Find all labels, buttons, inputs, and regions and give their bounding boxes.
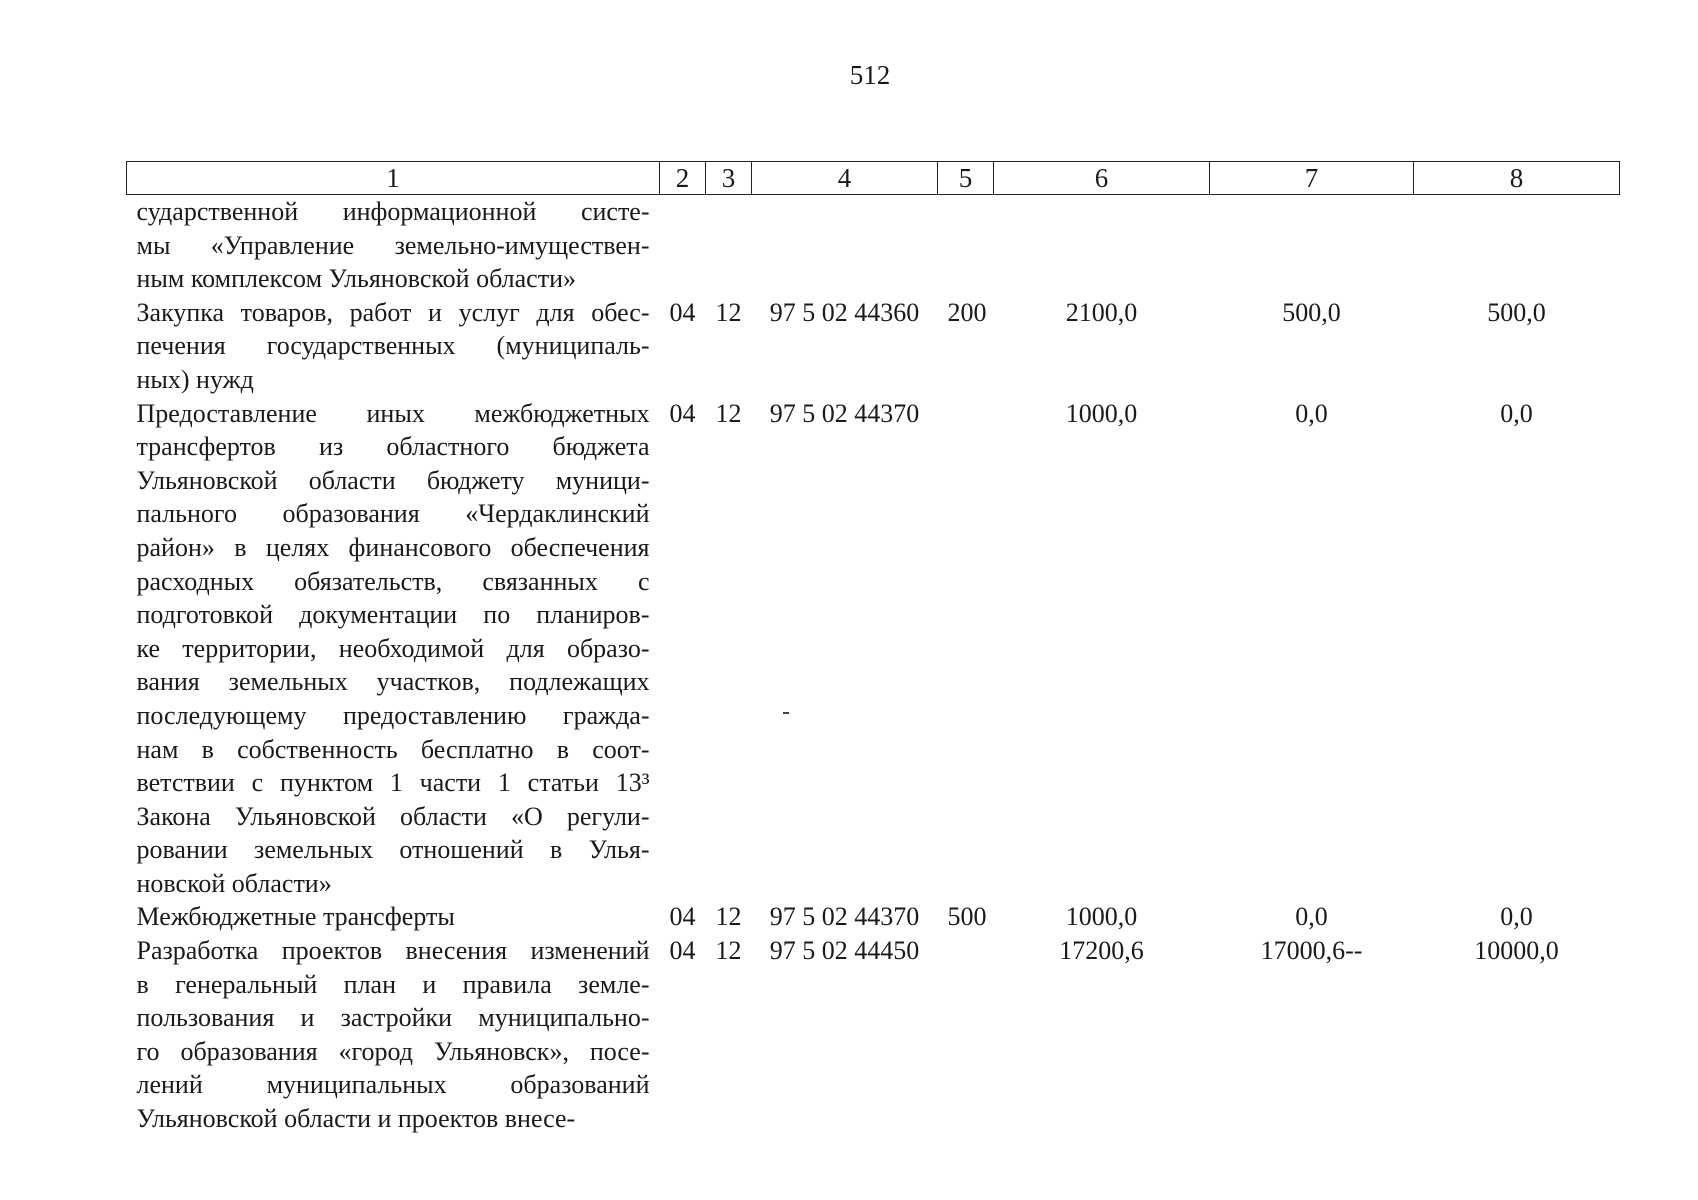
subsection-code: 12 — [715, 936, 742, 966]
description-line: подготовкой документации по планиров- — [136, 600, 650, 630]
target-article-code: 97 5 02 44450 — [769, 936, 920, 966]
description-line: ветствии с пунктом 1 части 1 статьи 13³ — [136, 768, 650, 798]
target-article-code: 97 5 02 44370 — [769, 398, 920, 428]
section-code: 04 — [669, 297, 696, 327]
column-header: 3 — [706, 162, 752, 195]
table-row — [127, 296, 1620, 397]
amount-col-8 — [1414, 195, 1620, 296]
description-line: Закупка товаров, работ и услуг для обес- — [136, 297, 650, 327]
amount-col-8: 0,0 — [1500, 902, 1533, 932]
description-line: Предоставление иных межбюджетных — [136, 398, 650, 428]
description-line: мы «Управление земельно-имуществен- — [136, 230, 650, 260]
subsection-code: 12 — [715, 902, 742, 932]
description-line: последующему предоставлению гражда- — [136, 700, 650, 730]
column-number-header — [127, 162, 1620, 195]
column-header: 2 — [660, 162, 706, 195]
target-article-code: 97 5 02 44370 — [769, 902, 920, 932]
amount-col-6: 1000,0 — [1065, 398, 1138, 428]
column-header: 5 — [938, 162, 994, 195]
section-code: 04 — [669, 398, 696, 428]
description-line: нам в собственность бесплатно в соот- — [136, 734, 650, 764]
description-line: ке территории, необходимой для образо- — [136, 633, 650, 663]
column-header: 7 — [1210, 162, 1414, 195]
description-line: го образования «город Ульяновск», посе- — [136, 1036, 650, 1066]
description-line: пользования и застройки муниципально- — [136, 1003, 650, 1033]
row-description — [127, 195, 660, 296]
table-row — [127, 397, 1620, 901]
subsection-code: 12 — [715, 398, 742, 428]
subsection-code: 12 — [715, 297, 742, 327]
amount-col-6: 1000,0 — [1065, 902, 1138, 932]
row-description — [127, 296, 660, 397]
column-header: 1 — [127, 162, 660, 195]
amount-col-7: 500,0 — [1282, 297, 1341, 327]
row-description — [127, 397, 660, 901]
expense-type-code — [938, 397, 994, 901]
section-code — [660, 195, 706, 296]
amount-col-7: 0,0 — [1295, 902, 1328, 932]
amount-col-8: 0,0 — [1500, 398, 1533, 428]
description-line: район» в целях финансового обеспечения — [136, 532, 650, 562]
description-line: Межбюджетные трансферты — [136, 902, 455, 932]
column-header: 6 — [994, 162, 1210, 195]
subsection-code — [706, 195, 752, 296]
page-number: 512 — [849, 60, 891, 90]
description-line: ным комплексом Ульяновской области» — [136, 264, 576, 294]
table-row — [127, 900, 1620, 934]
row-description — [127, 934, 660, 1136]
description-line: лений муниципальных образований — [136, 1070, 650, 1100]
amount-col-7: 0,0 — [1295, 398, 1328, 428]
description-line: в генеральный план и правила земле- — [136, 969, 650, 999]
description-line: вания земельных участков, подлежащих — [136, 667, 650, 697]
description-line: новской области» — [136, 868, 332, 898]
description-line: печения государственных (муниципаль- — [136, 331, 650, 361]
amount-col-7 — [1210, 195, 1414, 296]
amount-col-7: 17000,6-- — [1260, 936, 1363, 966]
expense-type-code: 200 — [947, 297, 987, 327]
description-line: трансфертов из областного бюджета — [136, 432, 650, 462]
description-line: пального образования «Чердаклинский — [136, 499, 650, 529]
amount-col-6: 2100,0 — [1065, 297, 1138, 327]
table-row — [127, 195, 1620, 296]
section-code: 04 — [669, 936, 696, 966]
description-line: Ульяновской области бюджету муници- — [136, 465, 650, 495]
table-body — [127, 195, 1620, 1136]
amount-col-8: 10000,0 — [1474, 936, 1559, 966]
amount-col-6: 17200,6 — [1059, 936, 1144, 966]
amount-col-6 — [994, 195, 1210, 296]
section-code: 04 — [669, 902, 696, 932]
expense-type-code — [938, 195, 994, 296]
column-header: 4 — [752, 162, 938, 195]
description-line: Ульяновской области и проектов внесе- — [136, 1104, 576, 1134]
target-article-code — [752, 195, 938, 296]
description-line: ных) нужд — [136, 364, 254, 394]
description-line: ровании земельных отношений в Улья- — [136, 835, 650, 865]
amount-col-8: 500,0 — [1487, 297, 1546, 327]
column-header: 8 — [1414, 162, 1620, 195]
row-description — [127, 900, 660, 934]
description-line: расходных обязательств, связанных с — [136, 566, 650, 596]
stray-mark — [783, 712, 789, 714]
budget-table — [126, 161, 1620, 1136]
expense-type-code: 500 — [947, 902, 987, 932]
description-line: Разработка проектов внесения изменений — [136, 936, 650, 966]
table-row — [127, 934, 1620, 1136]
description-line: сударственной информационной систе- — [136, 197, 650, 226]
expense-type-code — [938, 934, 994, 1136]
description-line: Закона Ульяновской области «О регули- — [136, 801, 650, 831]
target-article-code: 97 5 02 44360 — [769, 297, 920, 327]
